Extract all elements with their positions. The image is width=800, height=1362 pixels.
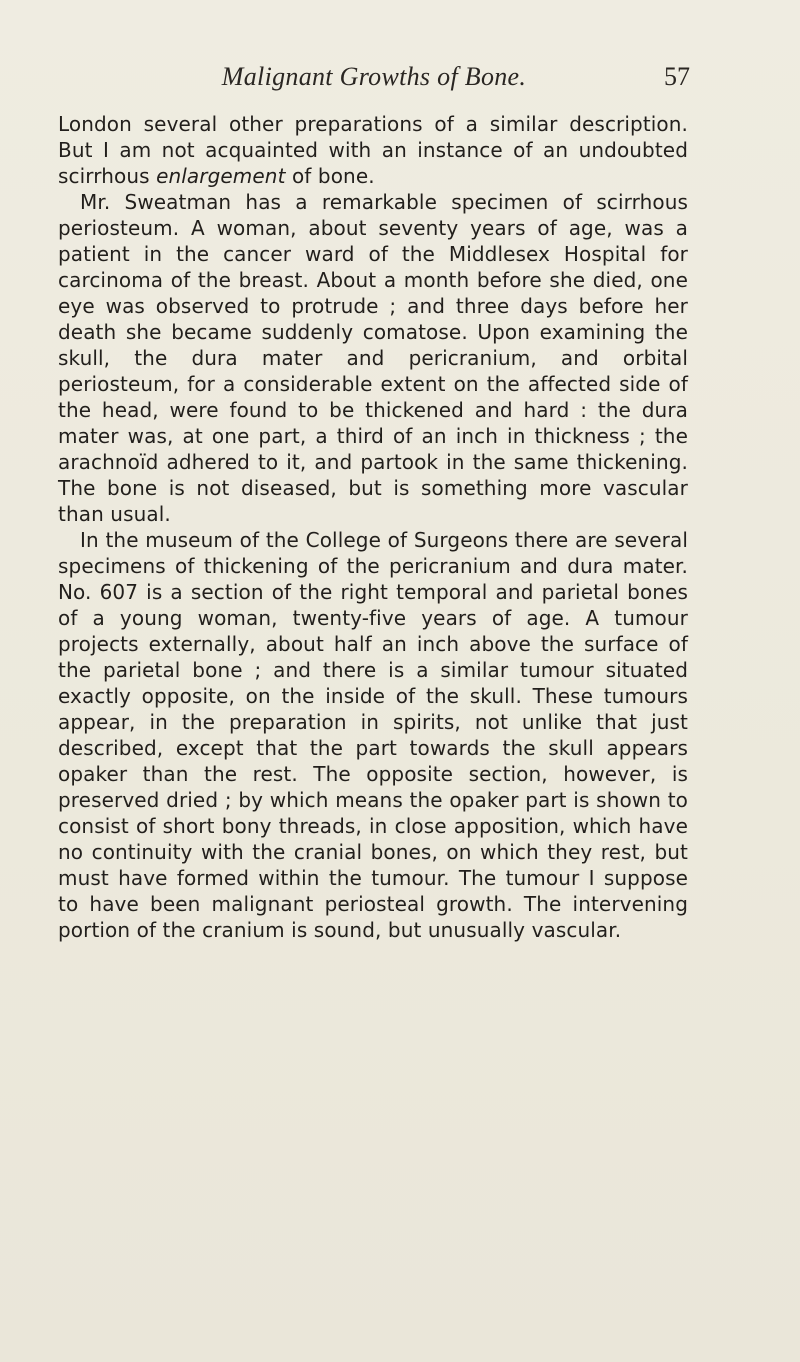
page-number: 57 [664, 62, 690, 91]
body-text [58, 111, 688, 943]
paragraph-3: In the museum of the College of Surgeons there are several specimens of thickening of the pericranium and dura mater. No. 607 is a section of the right temporal and parietal bones of a young woman, twenty-five years of age. A tumour projects externally, about half an inch above the surface of the parietal bone ; and there is a similar tumour situated exactly opposite, on the inside of the skull. These tumours appear, in the preparation in spirits, not unlike that just described, except that the part towards the skull appears opaker than the rest. The opposite section, however, is preserved dried ; by which means the opaker part is shown to consist of short bony threads, in close apposition, which have no continuity with the cranial bones, on which they rest, but must have formed within the tumour. The tumour I suppose to have been malignant periosteal growth. The intervening portion of the cranium is sound, but unusually vascular. [58, 528, 688, 942]
running-title: Malignant Growths of Bone. [221, 62, 527, 91]
paragraph-2: Mr. Sweatman has a remarkable specimen of scirrhous periosteum. A woman, about seventy years of age, was a patient in the cancer ward of the Middlesex Hospital for carcinoma of the breast. About a month before she died, one eye was observed to protrude ; and three days before her death she became suddenly comatose. Upon examining the skull, the dura mater and pericranium, and orbital periosteum, for a considerable extent on the affected side of the head, were found to be thickened and hard : the dura mater was, at one part, a third of an inch in thickness ; the arachnoïd adhered to it, and partook in the same thickening. The bone is not diseased, but is something more vascular than usual. [58, 190, 688, 526]
paragraph-1 [58, 111, 688, 189]
paragraph-1-text-b: of bone. [285, 164, 375, 188]
emphasis-enlargement: enlargement [156, 164, 286, 188]
paragraph-1-text-a: London several other preparations of a similar description. But I am not acquainted with an instance of an undoubted scirrhous [58, 112, 688, 188]
running-header [58, 62, 690, 102]
